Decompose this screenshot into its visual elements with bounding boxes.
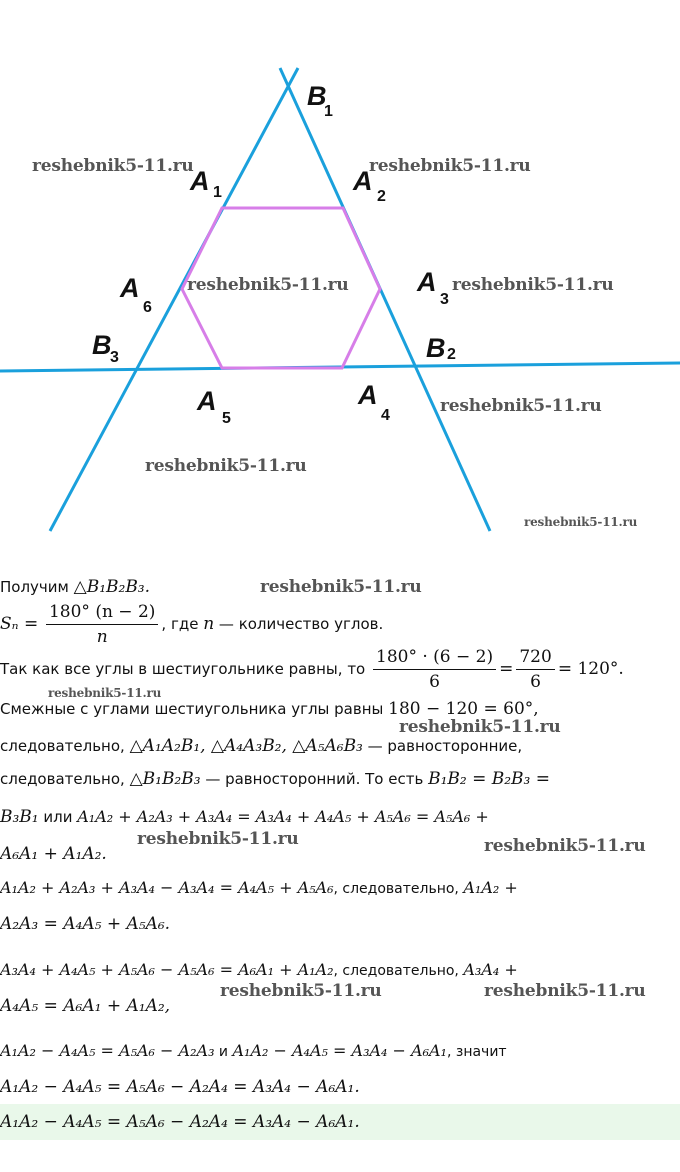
label-b2: B — [426, 333, 446, 363]
text: или — [38, 808, 78, 826]
math: B₁B₂ = B₂B₃ = — [428, 769, 551, 789]
label-a4: A — [358, 380, 378, 410]
label-a3-index: 3 — [440, 291, 449, 308]
math: △A₁A₂B₁, △A₄A₃B₂, △A₅A₆B₃ — [129, 736, 363, 756]
fraction — [373, 646, 496, 693]
math: A₁A₂ − A₄A₅ = A₅A₆ − A₂A₄ = A₃A₄ − A₆A₁. — [0, 1112, 360, 1132]
watermark: reshebnik5-11.ru — [369, 156, 531, 176]
solution-line-5 — [0, 734, 680, 758]
text: Смежные с углами шестиугольника углы равны — [0, 700, 389, 718]
math: A₁A₂ − A₄A₅ = A₃A₄ − A₆A₁ — [232, 1041, 447, 1060]
math: = 120°. — [557, 659, 624, 679]
numerator: 720 — [516, 646, 554, 670]
watermark: reshebnik5-11.ru — [484, 836, 646, 856]
math: A₄A₅ = A₆A₁ + A₁A₂, — [0, 996, 171, 1016]
numerator: 180° · (6 − 2) — [373, 646, 496, 670]
watermark: reshebnik5-11.ru — [260, 577, 422, 597]
solution-line-1 — [0, 575, 680, 599]
math: A₆A₁ + A₁A₂. — [0, 844, 107, 864]
label-a1-index: 1 — [213, 184, 222, 201]
solution-line-2 — [0, 601, 680, 648]
math: Sₙ = — [0, 614, 39, 634]
math: n — [203, 614, 215, 634]
text: Так как все углы в шестиугольнике равны, то — [0, 660, 370, 678]
math: B₃B₁ — [0, 807, 39, 827]
math: A₃A₄ + A₄A₅ + A₅A₆ − A₅A₆ = A₆A₁ + A₁A₂ — [0, 960, 334, 979]
watermark: reshebnik5-11.ru — [452, 275, 614, 295]
watermark: reshebnik5-11.ru — [137, 829, 299, 849]
watermark: reshebnik5-11.ru — [145, 456, 307, 476]
solution-line-8 — [0, 842, 680, 866]
watermark: reshebnik5-11.ru — [187, 275, 349, 295]
label-a2-index: 2 — [377, 188, 386, 205]
label-a6-index: 6 — [143, 299, 152, 316]
math: A₁A₂ − A₄A₅ = A₅A₆ − A₂A₃ — [0, 1041, 215, 1060]
math: A₃A₄ + — [463, 960, 518, 979]
solution-line-13 — [0, 1039, 680, 1064]
fraction — [46, 601, 158, 648]
solution-line-10 — [0, 912, 680, 936]
label-a5: A — [197, 386, 217, 416]
watermark: reshebnik5-11.ru — [440, 396, 602, 416]
text: следовательно, — [0, 770, 130, 788]
math: △B₁B₂B₃. — [73, 577, 151, 597]
text: — равносторонние, — [362, 737, 523, 755]
final-answer — [0, 1110, 680, 1134]
math: = — [499, 659, 514, 679]
text: Получим — [0, 578, 74, 596]
label-b3-index: 3 — [110, 349, 119, 366]
watermark: reshebnik5-11.ru — [399, 717, 561, 737]
solution-line-12 — [0, 994, 680, 1018]
watermark: reshebnik5-11.ru — [524, 515, 638, 529]
solution-line-3 — [0, 646, 680, 693]
label-b1: B — [307, 81, 327, 111]
watermark: reshebnik5-11.ru — [32, 156, 194, 176]
solution-line-4 — [0, 697, 680, 721]
fraction — [516, 646, 554, 693]
solution-line-14 — [0, 1075, 680, 1099]
solution-line-6 — [0, 767, 680, 791]
numerator: 180° (n − 2) — [46, 601, 158, 625]
math: 180 − 120 = 60°, — [388, 699, 539, 719]
label-a6: A — [120, 273, 140, 303]
geometry-figure — [0, 0, 680, 540]
final-answer-highlight — [0, 1104, 680, 1140]
label-a3: A — [417, 267, 437, 297]
text: , где — [161, 615, 204, 633]
line-b1-b2 — [280, 68, 490, 531]
math: A₁A₂ + A₂A₃ + A₃A₄ = A₃A₄ + A₄A₅ + A₅A₆ = A₅A₆ + — [77, 807, 489, 826]
text: и — [214, 1044, 233, 1060]
label-b2-index: 2 — [447, 346, 456, 363]
math: A₁A₂ − A₄A₅ = A₅A₆ − A₂A₄ = A₃A₄ − A₆A₁. — [0, 1077, 360, 1097]
math: A₂A₃ = A₄A₅ + A₅A₆. — [0, 914, 171, 934]
label-a5-index: 5 — [222, 410, 231, 427]
label-a2: A — [353, 166, 373, 196]
denominator: n — [96, 627, 108, 647]
label-a1: A — [190, 166, 210, 196]
math: A₁A₂ + — [463, 878, 518, 897]
watermark: reshebnik5-11.ru — [220, 981, 382, 1001]
watermark: reshebnik5-11.ru — [48, 686, 162, 700]
text: — количество углов. — [214, 615, 384, 633]
denominator: 6 — [429, 672, 440, 692]
denominator: 6 — [530, 672, 541, 692]
solution-line-7 — [0, 805, 680, 829]
text: следовательно, — [0, 737, 130, 755]
text: , следовательно, — [333, 881, 464, 897]
text: — равносторонний. То есть — [200, 770, 429, 788]
label-b3: B — [92, 330, 112, 360]
label-a4-index: 4 — [381, 407, 390, 424]
math: A₁A₂ + A₂A₃ + A₃A₄ − A₃A₄ = A₄A₅ + A₅A₆ — [0, 878, 334, 897]
label-b1-index: 1 — [324, 103, 333, 120]
math: △B₁B₂B₃ — [129, 769, 201, 789]
watermark: reshebnik5-11.ru — [484, 981, 646, 1001]
solution-line-9 — [0, 876, 680, 901]
solution-line-11 — [0, 958, 680, 983]
text: , значит — [446, 1044, 507, 1060]
text: , следовательно, — [333, 963, 464, 979]
